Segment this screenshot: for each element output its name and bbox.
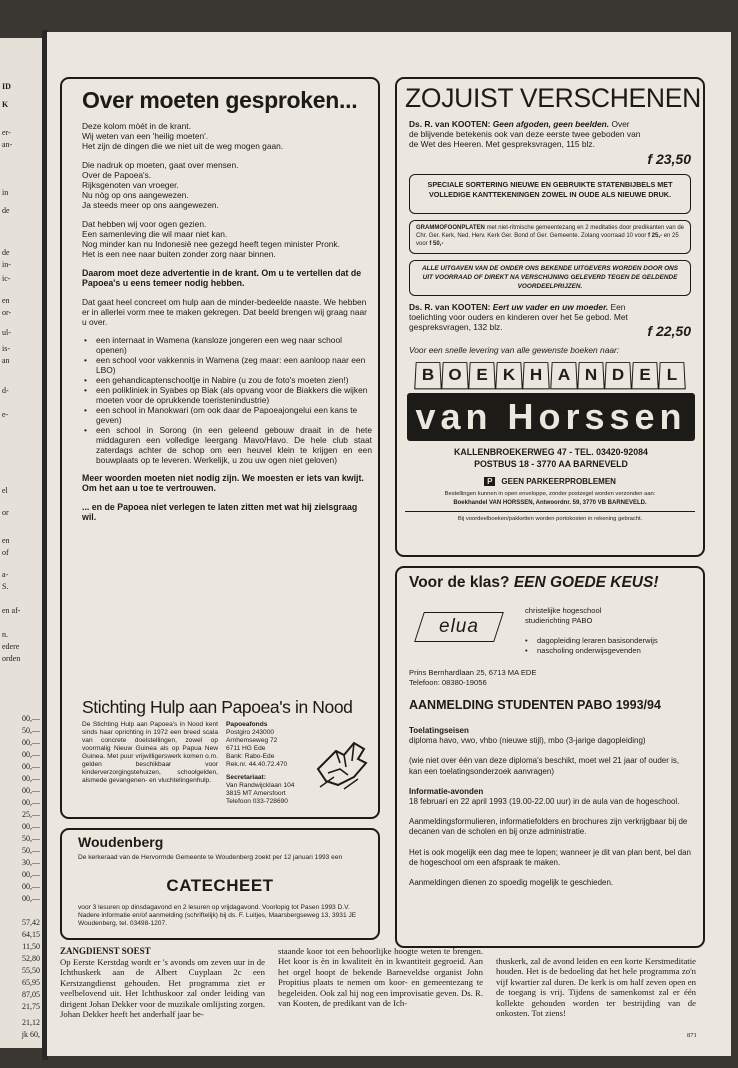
previous-page-text-fragment: 00,— [22,870,40,879]
body-line: Die nadruk op moeten, gaat over mensen. [82,160,239,170]
previous-page-text-fragment: 25,— [22,810,40,819]
list-item: • dagopleiding leraren basisonderwijs [523,636,658,646]
fonds-heading: Papoeafonds [226,721,268,728]
secretariaat-line: Van Randwijcklaan 104 [226,782,295,789]
previous-page-text-fragment: ul- [2,328,11,337]
previous-page-text-fragment: en [2,296,10,305]
order-address: Boekhandel VAN HORSSEN, Antwoordnr. 59, 3770 VB BARNEVELD. [453,500,647,506]
previous-page-text-fragment: 00,— [22,882,40,891]
address-line: Prins Bernhardlaan 25, 6713 MA EDE [409,668,537,677]
previous-page-text-fragment: 87,05 [22,990,40,999]
previous-page-text-fragment: 50,— [22,726,40,735]
grammofoon-price: f 25,- [648,232,663,239]
grammofoon-heading: GRAMMOFOONPLATEN [416,225,485,231]
boekhandel-letter-tile: E [631,362,659,389]
grammofoon-mid: en 25 voor [416,232,679,247]
article-column-3: thuskerk, zal de avond leiden en een korte Kerstmeditatie houden. Het is de bedoeling dat het hele programma zo'n vijf kwartier zal duren. De kerk is om half zeven open en de toegang is vrij. Tijdens de samenkomst zal er één kollekte gehouden worden ter bestrijding van de onkosten. Tot ziens! [496,956,696,1019]
grammofoon-body: met niet-ritmische gemeentezang en 2 meditaties door predikanten van de Chr. Ger. Kerk, Ned. Herv. Kerk Ger. Bond of Ger. Gemeente. Zolang voorraad 10 voor [416,225,685,239]
previous-page-text-fragment: 00,— [22,786,40,795]
previous-page-edge [0,38,42,1048]
body-line: Ja steeds meer op ons aangewezen. [82,200,219,210]
boekhandel-letter-tile: D [604,362,632,389]
book2-text: Een toelichting voor ouders en kinderen over het 5e gebod. Met gespreksvragen, 132 blz. [409,302,628,332]
previous-page-text-fragment: en [2,536,10,545]
woudenberg-advertisement [60,828,380,940]
papoea-advertisement [60,77,380,819]
previous-page-text-fragment: 50,— [22,846,40,855]
woudenberg-details: voor 3 lesuren op dinsdagavond en 2 lesuren op vrijdagavond. Voorlopig tot Pasen 1993 D.V. Nadere informatie en/of aanmelding (schriftelijk) bij ds. F. Luitjes, Maarsbergseweg 13, 3931 JE Woudenberg, tel. 03498-1207. [78,904,357,927]
previous-page-text-fragment: or [2,508,9,517]
secretariaat-line: Telefoon 033-728690 [226,798,288,805]
pabo-header [409,574,659,592]
grammofoon-price: f 50,- [429,240,444,247]
previous-page-text-fragment: 21,12 [22,1018,40,1027]
portokosten-text: Bij voordeelboeken/pakketten worden portokosten in rekening gebracht. [457,516,643,522]
article-heading: ZANGDIENST SOEST [60,946,151,956]
list-item: • nascholing onderwijsgevenden [523,646,658,656]
boekhandel-letter-tile: H [523,362,551,389]
previous-page-text-fragment: 00,— [22,894,40,903]
school-name [525,606,601,626]
book1-title: Geen afgoden, geen beelden. [492,119,610,129]
pabo-title-b: EEN GOEDE KEUS! [513,574,659,591]
page-number: 871 [687,1032,697,1039]
fonds-line: Rek.nr. 44.40.72.470 [226,761,288,768]
previous-page-text-fragment: en af- [2,606,21,615]
stichting-heading: Stichting Hulp aan Papoea's in Nood [82,697,353,717]
boekhandel-letter-tile: N [577,362,605,389]
stichting-text: De Stichting Hulp aan Papoea's in Nood kent sinds haar oprichting in 1972 een breed scala van concrete doelstellingen, zowel op voormalig Nieuw Guinea als op Papua New Guinea. Met puur vrijwilligerswerk komen o.m. gelden beschikbaar voor kinderverzorgingstehuizen, schoolgelden, alsmede gevangenen- en vluchtelingenhulp. [82,721,218,784]
bold-paragraph: ... en de Papoea niet verlegen te laten zitten met wat hij zielsgraag wil. [82,502,358,522]
body-line: Nog minder kan nu Indonesië nee gezegd heeft tegen minister Pronk. [82,239,340,249]
previous-page-text-fragment: an- [2,140,13,149]
previous-page-text-fragment: el [2,486,8,495]
bold-paragraph: Meer woorden moeten niet nodig zijn. We moesten er iets van kwijt. Om het aan u toe te vertrouwen. [82,473,364,493]
list-item: • een school in Manokwari (om ook daar de Papoeajongelui een kans te geven) [82,405,372,425]
store-name: van Horssen [415,396,687,437]
previous-page-text-fragment: a- [2,570,9,579]
previous-page-text-fragment: 57,42 [22,918,40,927]
section-text: Het is ook mogelijk een dag mee te lopen; wanneer je dit van plan bent, bel dan de hogeschool om een afspraak te maken. [409,847,691,867]
store-name-banner [407,393,695,441]
previous-page-text-fragment: de [2,206,10,215]
grammofoon-text [416,225,686,248]
previous-page-text-fragment: d- [2,386,9,395]
previous-page-text-fragment: er- [2,128,11,137]
papoeafonds-block [226,721,316,806]
body-line: Nu nòg op ons aangewezen. [82,190,189,200]
previous-page-text-fragment: 11,50 [22,942,40,951]
store-address-line: POSTBUS 18 - 3770 AA BARNEVELD [474,459,628,469]
bold-paragraph: Daarom moet deze advertentie in de krant. Om u te vertellen dat de Papoea's u eens temeer nodig hebben. [82,268,362,288]
previous-page-text-fragment: edere [2,642,20,651]
body-paragraph: Dat gaat heel concreet om hulp aan de minder-bedeelde naaste. We hebben er in allerlei vorm mee te maken gekregen. Dat beeld brengen wij graag naar u over. [82,297,367,327]
elua-logo [414,612,504,642]
previous-page-text-fragment: or- [2,308,12,317]
boekhandel-letter-row [415,361,685,391]
list-item: • een school in Sorong (in een geleend gebouw draait in de hete middaguren een volledige leergang Mavo/Havo. De hele club staat zaterdags achter de schop om een heuvel klein te krijgen en een bouwplaats op te leveren. Werkelijk, u zou uw ogen niet geloven) [82,425,372,465]
sortering-text: SPECIALE SORTERING NIEUWE EN GEBRUIKTE STATENBIJBELS MET VOLLEDIGE KANTTEKENINGEN ZOWEL IN OUDE ALS NIEUWE DRUK. [427,180,673,199]
book1-description [409,119,641,149]
previous-page-text-fragment: 00,— [22,714,40,723]
previous-page-text-fragment: 64,15 [22,930,40,939]
previous-page-text-fragment: 55,50 [22,966,40,975]
boekhandel-letter-tile: B [414,362,442,389]
secretariaat-line: 3815 MT Amersfoort [226,790,286,797]
school-line: christelijke hogeschool [525,606,602,615]
previous-page-text-fragment: an [2,356,10,365]
project-list [82,335,372,465]
pabo-title-a: Voor de klas? [409,574,510,591]
section-heading: Toelatingseisen [409,726,469,735]
list-item: • een internaat in Wamena (kansloze jongeren een weg naar school openen) [82,335,372,355]
book1-author: Ds. R. van KOOTEN: [409,119,491,129]
store-address-line: KALLENBROEKERWEG 47 - TEL. 03420-92084 [454,447,648,457]
list-item: • een polikliniek in Syabes op Biak (als opvang voor de Biakkers die wijken moeten voor de oprukkende toeristenindustrie) [82,385,372,405]
bookstore-title: ZOJUIST VERSCHENEN [405,83,701,113]
logo-text: elua [439,616,479,637]
previous-page-text-fragment: de [2,248,10,257]
previous-page-text-fragment: 30,— [22,858,40,867]
previous-page-text-fragment: orden [2,654,21,663]
previous-page-text-fragment: S. [2,582,9,591]
previous-page-text-fragment: in [2,188,9,197]
parking-icon: P [484,477,495,486]
parking-row [397,477,703,486]
fonds-line: Bank: Rabo-Ede [226,753,275,760]
body-line: Een samenleving die wil maar niet kan. [82,229,228,239]
previous-page-text-fragment: 00,— [22,750,40,759]
divider [405,511,695,512]
newspaper-page [47,32,731,1056]
body-line: Dat hebben wij voor ogen gezien. [82,219,207,229]
ad-title: Over moeten gesproken... [82,87,358,113]
intro-line: Deze kolom mòét in de krant. [82,121,191,131]
fonds-line: Arnhemseweg 72 [226,737,278,744]
previous-page-text-fragment: 00,— [22,798,40,807]
previous-page-text-fragment: of [2,548,9,557]
book2-price: f 22,50 [647,323,691,339]
article-column-1: Op Eerste Kerstdag wordt er 's avonds om zeven uur in de Ichthuskerk aan de Albert Cuyplaan 2c een Kerstzangdienst gehouden. Het programma ziet er veelbelovend uit. Het Ichthuskoor zal onder leiding van dirigent Johan Dekker voor de muzikale omlijsting zorgen. Johan Dekker heeft het anderhalf jaar be- [60,957,265,1020]
pabo-body [409,726,693,888]
list-item: • een gehandicaptenschooltje in Nabire (u zou de foto's moeten zien!) [82,375,372,385]
previous-page-text-fragment: 50,— [22,834,40,843]
book1-text: Over de blijvende betekenis ook van deze eerste twee geboden van de Wet des Heeren. Met gespreksvragen, 115 blz. [409,119,641,149]
body-line: Rijksgenoten van vroeger. [82,180,179,190]
helping-hands-icon [314,729,372,793]
secretariaat-heading: Secretariaat: [226,774,266,781]
section-text: (wie niet over één van deze diploma's beschikt, moet wel 21 jaar of ouder is, kan een toelatingsonderzoek aanvragen) [409,756,680,776]
previous-page-text-fragment: 65,95 [22,978,40,987]
uitgaven-box [409,260,691,296]
previous-page-text-fragment: in- [2,260,11,269]
article-column-2: staande koor tot een behoorlijke hoogte weten te brengen. Het koor is èn in kwaliteit èn in kwantiteit gegroeid. Aan het orgel hoopt de bekende Barneveldse organist John Propitius plaats te nemen om koor- en gemeentezang te begeleiden. Ook zal hij nog een improvisatie geven. Ds. R. van Kooten, de predikant van de Ich- [278,946,483,1009]
pabo-address [409,668,536,688]
previous-page-text-fragment: e- [2,410,9,419]
uitgaven-text: ALLE UITGAVEN VAN DE ONDER ONS BEKENDE UITGEVERS WORDEN DOOR ONS UIT VOORRAAD OF DIREKT NA VERSCHIJNING GELEVERD TEGEN DE GELDENDE VOORDEELPRIJZEN. [421,265,679,290]
book2-author: Ds. R. van KOOTEN: [409,302,491,312]
grammofoon-box [409,220,691,254]
bookstore-advertisement [395,77,705,557]
opleidingen-list [523,636,658,656]
previous-page-text-fragment: jk 60, [21,1030,40,1039]
boekhandel-letter-tile: O [441,362,469,389]
order-text: Bestellingen kunnen in open enveloppe, zonder postzegel worden verzonden aan: [444,491,656,497]
previous-page-text-fragment: ID [2,82,11,91]
book1-price: f 23,50 [647,151,691,167]
parking-text: GEEN PARKEERPROBLEMEN [501,477,616,486]
boekhandel-letter-tile: L [658,362,686,389]
boekhandel-letter-tile: E [468,362,496,389]
intro-line: Wij weten van een 'heilig moeten'. [82,131,209,141]
aanmelding-heading: AANMELDING STUDENTEN PABO 1993/94 [409,698,661,712]
previous-page-text-fragment: 52,80 [22,954,40,963]
boekhandel-letter-tile: K [496,362,524,389]
previous-page-text-fragment: 00,— [22,738,40,747]
book2-description [409,302,633,332]
previous-page-text-fragment: is- [2,344,10,353]
section-text: 18 februari en 22 april 1993 (19.00-22.00 uur) in de aula van de hogeschool. [409,797,680,807]
pabo-advertisement [395,566,705,948]
boekhandel-letter-tile: A [550,362,578,389]
woudenberg-title: Woudenberg [78,834,164,850]
school-line: studierichting PABO [525,616,593,625]
previous-page-text-fragment: 00,— [22,774,40,783]
section-heading: Informatie-avonden [409,786,484,796]
woudenberg-intro: De kerkeraad van de Hervormde Gemeente te Woudenberg zoekt per 12 januari 1993 een [78,854,343,861]
previous-page-text-fragment: 00,— [22,762,40,771]
fonds-line: Postgiro 243000 [226,729,275,736]
previous-page-text-fragment: ic- [2,274,11,283]
address-line: Telefoon: 08380-19056 [409,678,487,687]
book2-title: Eert uw vader en uw moeder. [492,302,609,312]
previous-page-text-fragment: 00,— [22,822,40,831]
section-text: diploma havo, vwo, vhbo (nieuwe stijl), mbo (3-jarige dagopleiding) [409,736,646,746]
list-item: • een school voor vakkennis in Wamena (zeg maar: een aanloop naar een LBO) [82,355,372,375]
section-text: Aanmeldingen dienen zo spoedig mogelijk te geschieden. [409,878,614,888]
fonds-line: 6711 HG Ede [226,745,266,752]
intro-line: Het zijn de dingen die we niet uit de weg mogen gaan. [82,141,284,151]
body-line: Het is een nee naar buiten zonder zorg naar binnen. [82,249,276,259]
previous-page-text-fragment: K [2,100,9,109]
body-line: Over de Papoea's. [82,170,152,180]
catecheet-heading: CATECHEET [166,876,274,895]
section-text: Aanmeldingsformulieren, informatiefolders en brochures zijn verkrijgbaar bij de decanen van de scholen en bij onze administratie. [409,817,688,837]
sortering-box [409,174,691,214]
previous-page-text-fragment: 21,75 [22,1002,40,1011]
ad-body [82,121,372,522]
levering-text: Voor een snelle levering van alle gewenste boeken naar: [409,345,620,355]
previous-page-text-fragment: n. [2,630,8,639]
